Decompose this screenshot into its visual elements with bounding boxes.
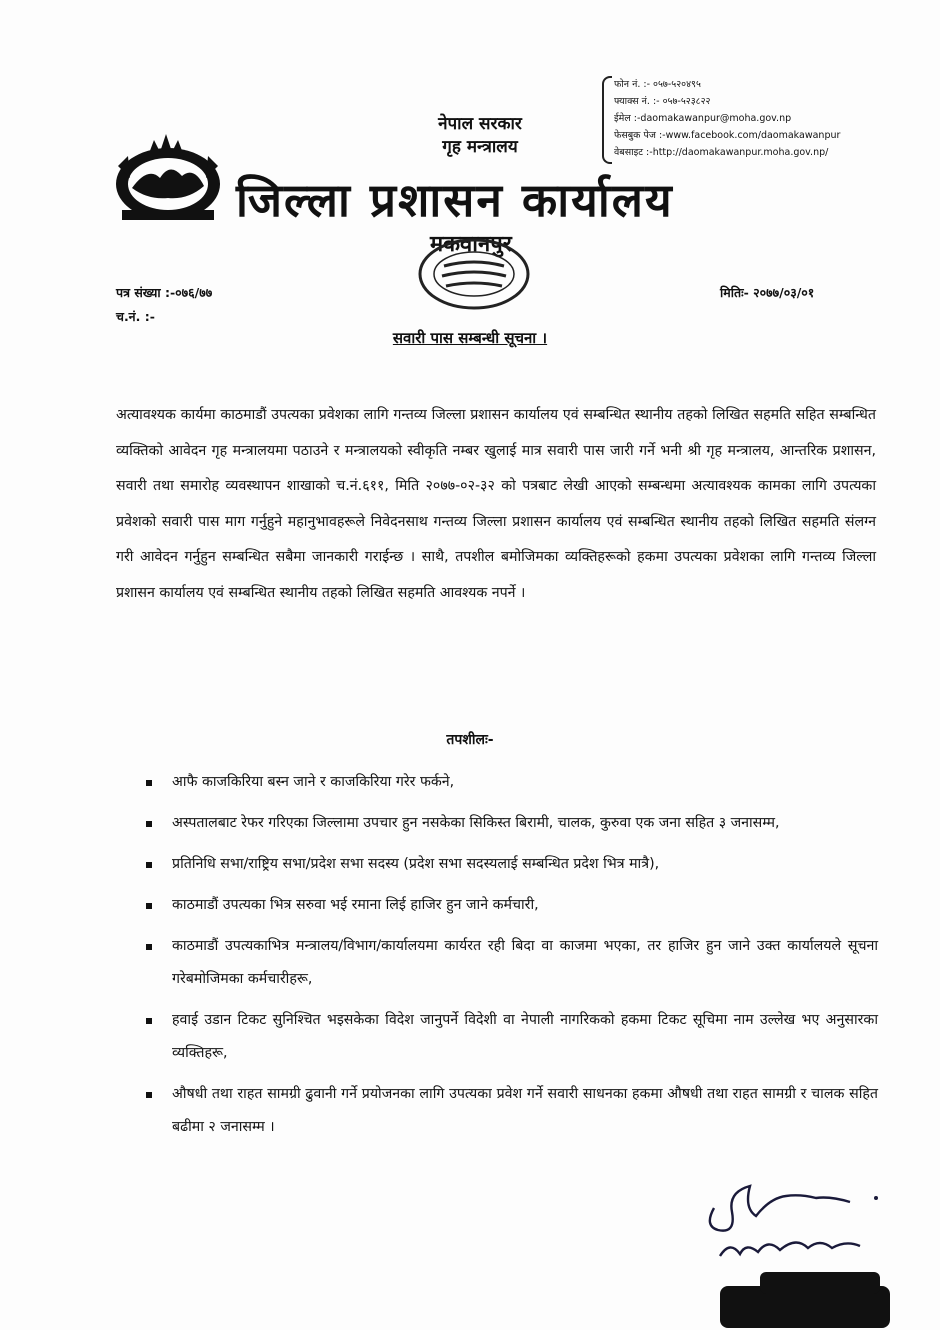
reference-number: पत्र संख्या :-०७६/७७ <box>116 285 213 300</box>
district-name: मकवानपुर <box>430 232 512 257</box>
office-seal-icon <box>414 236 534 310</box>
bullet-icon <box>146 1018 152 1024</box>
contact-block <box>614 76 840 161</box>
signature-stamp-icon <box>700 1168 890 1328</box>
bullet-icon <box>146 944 152 950</box>
list-item: अस्पतालबाट रेफर गरिएका जिल्लामा उपचार हुन नसकेका सिकिस्त बिरामी, चालक, कुरुवा एक जना सहित ३ जनासम्म, <box>146 807 878 840</box>
list-item: औषधी तथा राहत सामग्री ढुवानी गर्ने प्रयोजनका लागि उपत्यका प्रवेश गर्ने सवारी साधनका हकमा औषधी तथा राहत सामग्री र चालक सहित बढीमा २ जनासम्म । <box>146 1078 878 1144</box>
letter-date: मितिः- २०७७/०३/०१ <box>720 285 815 300</box>
contact-website: वेबसाइट :-http://daomakawanpur.moha.gov.np/ <box>614 147 829 158</box>
list-item: प्रतिनिधि सभा/राष्ट्रिय सभा/प्रदेश सभा सदस्य (प्रदेश सभा सदस्यलाई सम्बन्धित प्रदेश भित्र मात्रै), <box>146 848 878 881</box>
bullet-icon <box>146 903 152 909</box>
contact-email: ईमेल :-daomakawanpur@moha.gov.np <box>614 113 792 124</box>
office-title: जिल्ला प्रशासन कार्यालय <box>236 173 674 227</box>
government-ministry-heading <box>420 113 540 159</box>
dispatch-number: च.नं. :- <box>116 309 155 324</box>
government-name: नेपाल सरकार <box>438 114 522 134</box>
contact-phone: फोन नं. :- ०५७-५२०४९५ <box>614 79 701 90</box>
nepal-emblem-icon <box>108 126 228 226</box>
ministry-name: गृह मन्त्रालय <box>442 136 518 157</box>
list-item: काठमाडौं उपत्यकाभित्र मन्त्रालय/विभाग/कार्यालयमा कार्यरत रही बिदा वा काजमा भएका, तर हाजिर हुन जाने उक्त कार्यालयले सूचना गरेबमोजिमका कर्मचारीहरू, <box>146 930 878 996</box>
schedule-title: तपशीलः- <box>446 732 494 748</box>
list-item: हवाई उडान टिकट सुनिश्चित भइसकेका विदेश जानुपर्ने विदेशी वा नेपाली नागरिकको हकमा टिकट सूचिमा नाम उल्लेख भए अनुसारका व्यक्तिहरू, <box>146 1004 878 1070</box>
bullet-icon <box>146 862 152 868</box>
subject-text: सवारी पास सम्बन्धी सूचना । <box>392 329 548 347</box>
contact-facebook: फेसबुक पेज :-www.facebook.com/daomakawanpur <box>614 130 841 141</box>
bullet-icon <box>146 1092 152 1098</box>
bullet-icon <box>146 821 152 827</box>
contact-fax: फ्याक्स नं. :- ०५७-५२३८२२ <box>614 96 711 107</box>
list-item: काठमाडौं उपत्यका भित्र सरुवा भई रमाना लिई हाजिर हुन जाने कर्मचारी, <box>146 889 878 922</box>
bullet-icon <box>146 780 152 786</box>
subject-line <box>0 328 940 348</box>
schedule-list <box>146 766 878 1152</box>
contact-brace <box>602 76 612 164</box>
list-item: आफै काजकिरिया बस्न जाने र काजकिरिया गरेर फर्कने, <box>146 766 878 799</box>
body-paragraph: अत्यावश्यक कार्यमा काठमाडौं उपत्यका प्रवेशका लागि गन्तव्य जिल्ला प्रशासन कार्यालय एवं सम्बन्धित स्थानीय तहको लिखित सहमति सहित सम्बन्धित व्यक्तिको आवेदन गृह मन्त्रालयमा पठाउने र मन्त्रालयको स्वीकृति नम्बर खुलाई मात्र सवारी पास जारी गर्ने भनी श्री गृह मन्त्रालय, आन्तरिक प्रशासन, सवारी तथा समारोह व्यवस्थापन शाखाको च.नं.६११, मिति २०७७-०२-३२ को पत्रबाट लेखी आएको सम्बन्धमा अत्यावश्यक कामका लागि उपत्यका प्रवेशको सवारी पास माग गर्नुहुने महानुभावहरूले निवेदनसाथ गन्तव्य जिल्ला प्रशासन कार्यालय एवं सम्बन्धित स्थानीय तहको लिखित सहमति संलग्न गरी आवेदन गर्नुहुन सम्बन्धित सबैमा जानकारी गराईन्छ । साथै, तपशील बमोजिमका व्यक्तिहरूको हकमा उपत्यका प्रवेशका लागि गन्तव्य जिल्ला प्रशासन कार्यालय एवं सम्बन्धित स्थानीय तहको लिखित सहमति आवश्यक नपर्ने । <box>116 407 876 601</box>
